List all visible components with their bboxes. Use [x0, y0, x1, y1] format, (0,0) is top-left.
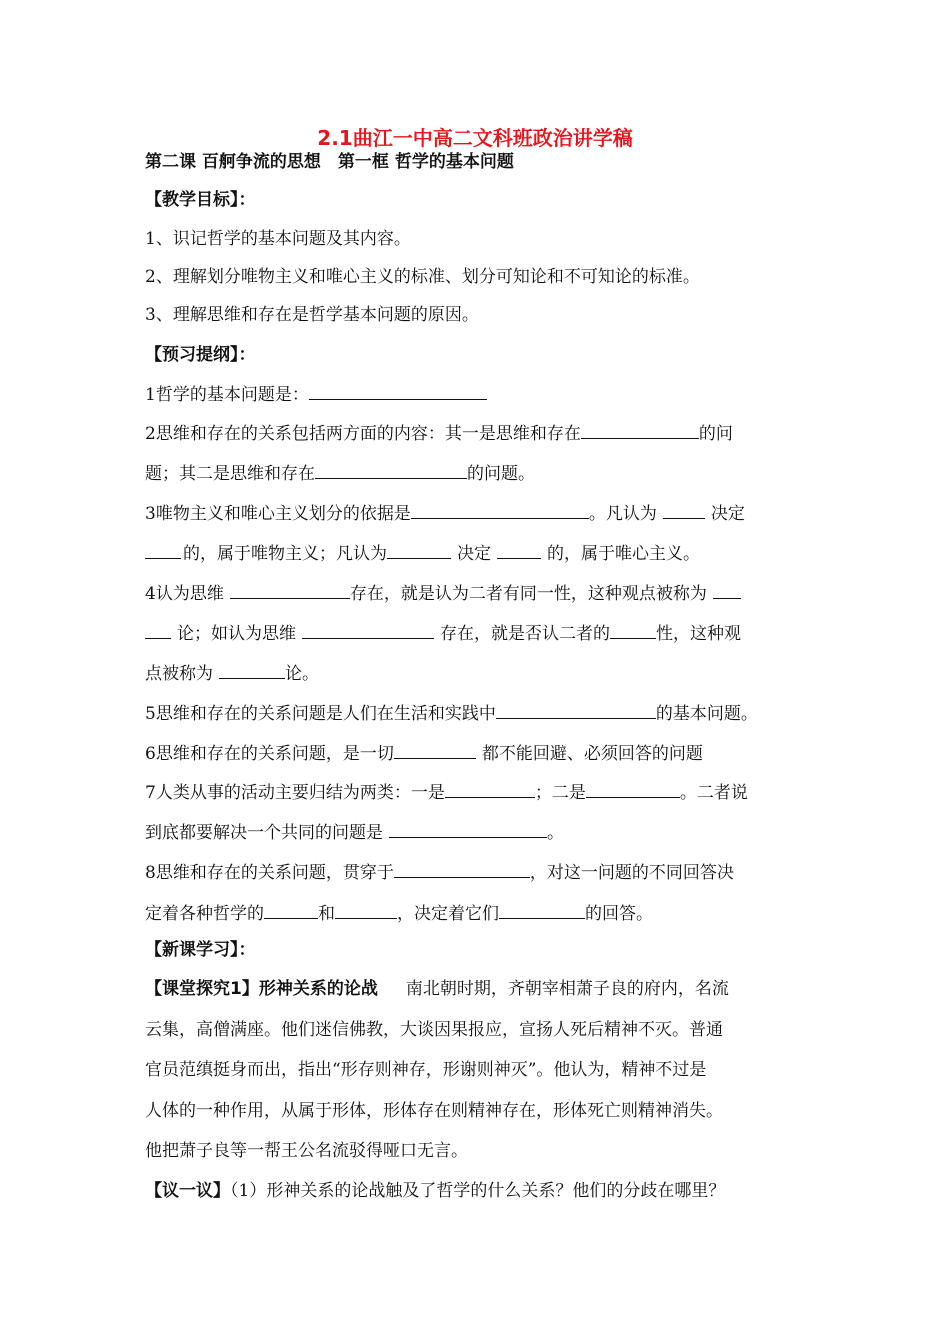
fill-blank: [713, 580, 741, 599]
goal-item: 3、理解思维和存在是哲学基本问题的原因。: [145, 305, 479, 325]
question-text: 和: [318, 904, 335, 924]
question-text: 的，属于唯心主义。: [547, 544, 700, 564]
preview-question-5: [145, 700, 758, 726]
document-title: 2.1曲江一中高二文科班政治讲学稿: [317, 126, 633, 150]
discuss-line: [145, 1179, 725, 1203]
question-text: 都不能回避、必须回答的问题: [481, 744, 703, 764]
fill-blank: [586, 779, 680, 798]
fill-blank: [581, 420, 699, 439]
fill-blank: [145, 540, 181, 559]
explore-paragraph-line: [145, 977, 729, 1001]
fill-blank: [302, 620, 434, 639]
question-text: 决定: [710, 504, 745, 524]
question-text: 存在，就是否认二者的: [440, 624, 610, 644]
goals-heading: 【教学目标】：: [145, 190, 256, 210]
question-text: 论；如认为思维: [177, 624, 296, 644]
question-text: 的问题。: [467, 464, 535, 484]
fill-blank: [394, 740, 476, 759]
question-text: 。凡认为: [588, 504, 657, 524]
question-text: 。二者说: [679, 783, 748, 803]
fill-blank: [610, 620, 656, 639]
fill-blank: [219, 660, 285, 679]
question-text: 决定: [457, 544, 491, 564]
fill-blank: [387, 540, 451, 559]
discuss-label: 【议一议】: [145, 1181, 230, 1201]
new-lesson-heading: 【新课学习】：: [145, 940, 256, 960]
question-text: 5思维和存在的关系问题是人们在生活和实践中: [145, 704, 496, 724]
preview-question-8: [145, 859, 734, 885]
question-text: 。: [547, 823, 564, 843]
question-text: 的问: [698, 424, 733, 444]
question-text: 2思维和存在的关系包括两方面的内容：其一是思维和存在: [145, 424, 581, 444]
fill-blank: [145, 620, 171, 639]
preview-question-3: [145, 500, 745, 526]
fill-blank: [315, 460, 467, 479]
question-text: 8思维和存在的关系问题，贯穿于: [145, 863, 394, 883]
fill-blank: [309, 381, 487, 400]
discuss-question: （1）形神关系的论战触及了哲学的什么关系？他们的分歧在哪里？: [230, 1181, 726, 1201]
preview-question-2-cont: [145, 460, 535, 486]
preview-question-4-end: [145, 660, 319, 686]
question-text: 到底都要解决一个共同的问题是: [145, 823, 383, 843]
preview-question-2: [145, 420, 733, 446]
preview-question-1: [145, 381, 487, 407]
explore-text: 人体的一种作用，从属于形体，形体存在则精神存在，形体死亡则精神消失。: [145, 1101, 723, 1121]
preview-question-4: [145, 580, 741, 606]
question-text: 7人类从事的活动主要归结为两类：一是: [145, 783, 445, 803]
fill-blank: [394, 859, 530, 878]
explore-text: 他把萧子良等一帮王公名流驳得哑口无言。: [145, 1141, 468, 1161]
question-text: 1哲学的基本问题是：: [145, 385, 309, 405]
question-text: 存在，就是认为二者有同一性，这种观点被称为: [349, 584, 707, 604]
explore-text: 官员范缜挺身而出，指出“形存则神存，形谢则神灭”。他认为，精神不过是: [145, 1060, 707, 1080]
question-text: 4认为思维: [145, 584, 224, 604]
fill-blank: [264, 900, 318, 919]
goal-item: 1、识记哲学的基本问题及其内容。: [145, 229, 411, 249]
goal-item: 2、理解划分唯物主义和唯心主义的标准、划分可知论和不可知论的标准。: [145, 267, 700, 287]
lesson-subtitle: 第二课 百舸争流的思想 第一框 哲学的基本问题: [145, 152, 514, 172]
fill-blank: [496, 700, 656, 719]
preview-heading: 【预习提纲】：: [145, 345, 256, 365]
preview-question-7-cont: [145, 819, 564, 845]
question-text: ，决定着它们: [397, 904, 499, 924]
fill-blank: [411, 500, 589, 519]
question-text: 3唯物主义和唯心主义划分的依据是: [145, 504, 411, 524]
question-text: ，对这一问题的不同回答决: [529, 863, 734, 883]
preview-question-8-cont: [145, 900, 653, 926]
preview-question-3-cont: [145, 540, 700, 566]
preview-question-6: [145, 740, 703, 766]
preview-question-7: [145, 779, 748, 805]
fill-blank: [230, 580, 350, 599]
fill-blank: [445, 779, 535, 798]
preview-question-4-cont: [145, 620, 741, 646]
fill-blank: [335, 900, 397, 919]
question-text: 点被称为: [145, 664, 213, 684]
fill-blank: [499, 900, 585, 919]
question-text: 的回答。: [585, 904, 653, 924]
question-text: 定着各种哲学的: [145, 904, 264, 924]
question-text: ；二是: [534, 783, 586, 803]
explore-text: 南北朝时期，齐朝宰相萧子良的府内，名流: [405, 979, 729, 999]
question-text: 论。: [285, 664, 319, 684]
question-text: 题；其二是思维和存在: [145, 464, 315, 484]
question-text: 性，这种观: [656, 624, 741, 644]
question-text: 6思维和存在的关系问题，是一切: [145, 744, 394, 764]
question-text: 的，属于唯物主义；凡认为: [183, 544, 387, 564]
fill-blank: [663, 500, 705, 519]
explore-text: 云集，高僧满座。他们迷信佛教，大谈因果报应，宣扬人死后精神不灭。普通: [145, 1020, 723, 1040]
fill-blank: [497, 540, 541, 559]
question-text: 的基本问题。: [655, 704, 758, 724]
fill-blank: [389, 819, 547, 838]
explore-label: 【课堂探究1】形神关系的论战: [145, 979, 378, 999]
